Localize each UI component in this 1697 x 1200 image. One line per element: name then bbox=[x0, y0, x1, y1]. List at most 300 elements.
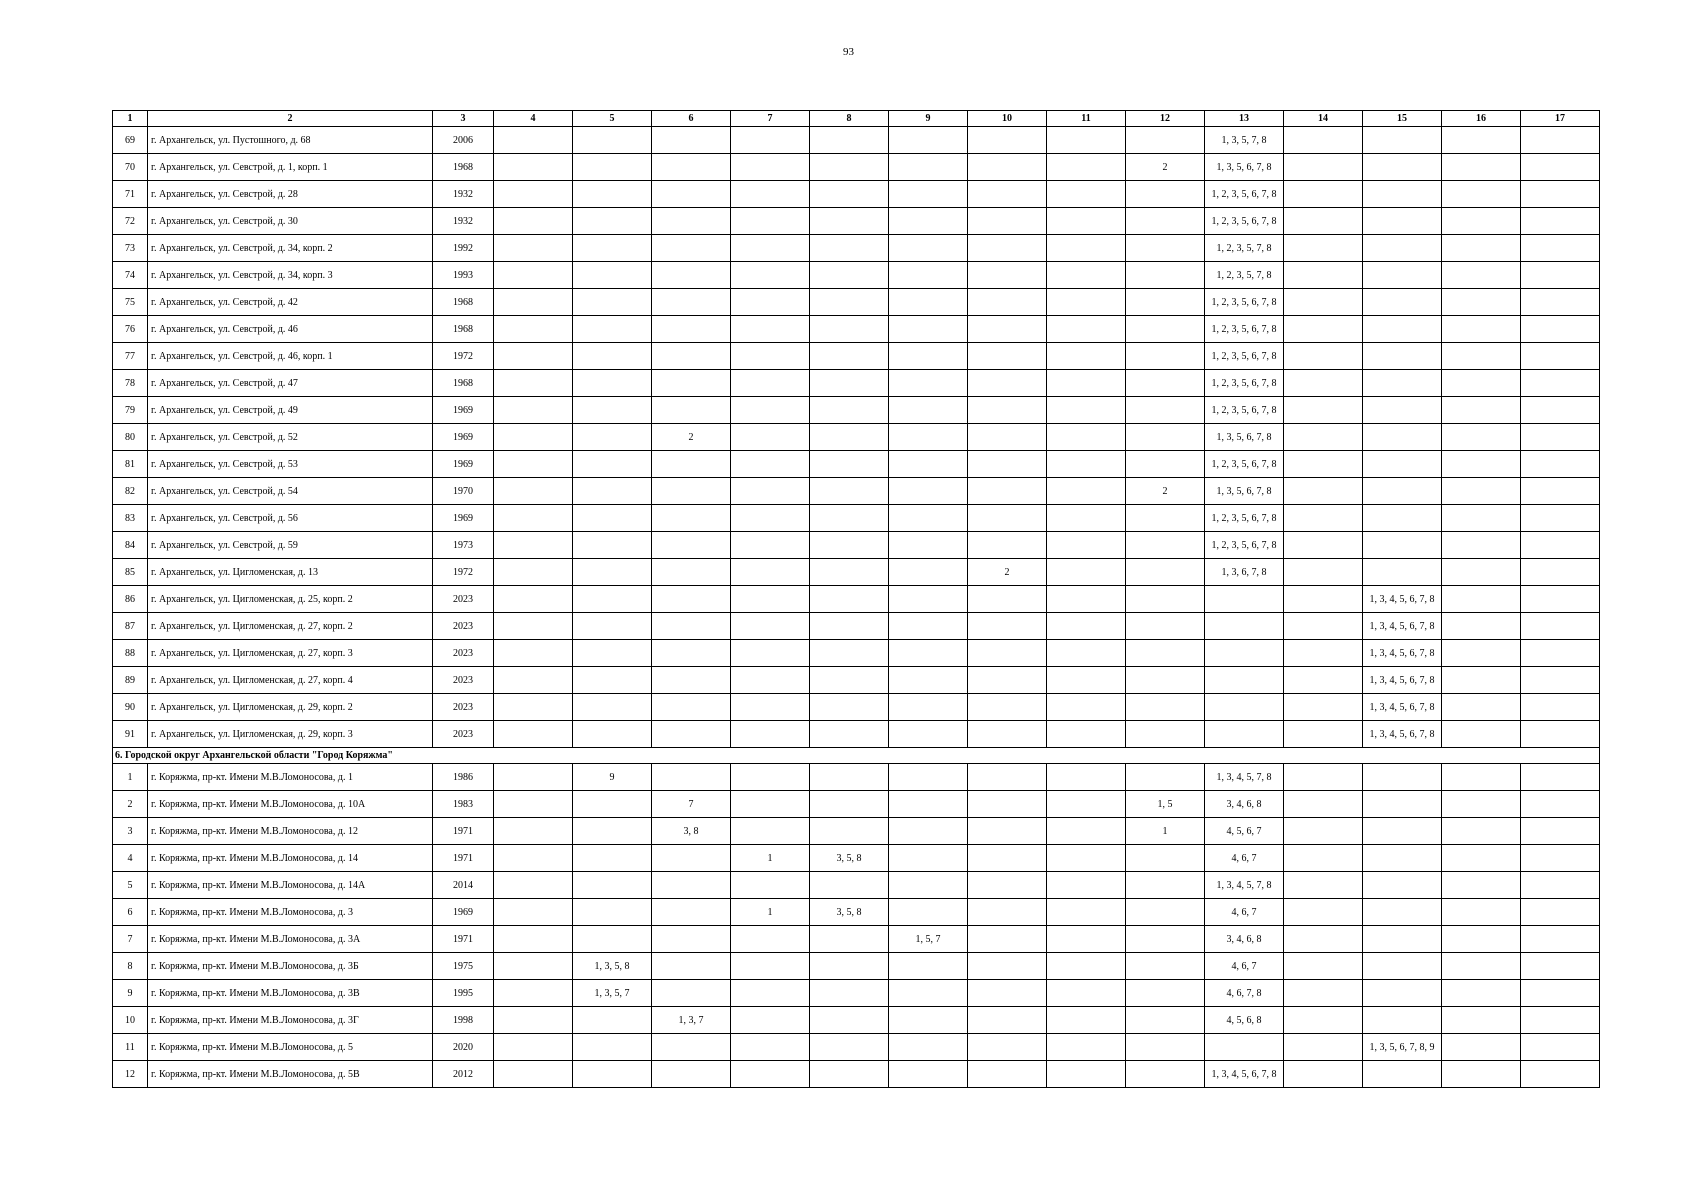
column-11-cell bbox=[1047, 1061, 1126, 1088]
address-cell: г. Архангельск, ул. Севстрой, д. 30 bbox=[148, 208, 433, 235]
column-8-cell bbox=[810, 289, 889, 316]
address-cell: г. Архангельск, ул. Цигломенская, д. 27, корп. 4 bbox=[148, 667, 433, 694]
column-7-cell bbox=[731, 370, 810, 397]
page-number: 93 bbox=[843, 46, 854, 58]
column-6-cell bbox=[652, 451, 731, 478]
address-cell: г. Архангельск, ул. Севстрой, д. 34, корп. 3 bbox=[148, 262, 433, 289]
year-cell: 1969 bbox=[433, 424, 494, 451]
column-9-cell bbox=[889, 791, 968, 818]
column-11-cell bbox=[1047, 208, 1126, 235]
address-cell: г. Архангельск, ул. Севстрой, д. 49 bbox=[148, 397, 433, 424]
column-10-cell bbox=[968, 262, 1047, 289]
column-4-cell bbox=[494, 845, 573, 872]
column-14-cell bbox=[1284, 791, 1363, 818]
column-16-cell bbox=[1442, 791, 1521, 818]
column-5-cell bbox=[573, 451, 652, 478]
column-10-cell bbox=[968, 926, 1047, 953]
column-8-cell bbox=[810, 1007, 889, 1034]
row-number-cell: 85 bbox=[113, 559, 148, 586]
column-8-cell bbox=[810, 127, 889, 154]
column-15-cell bbox=[1363, 262, 1442, 289]
column-5-cell bbox=[573, 181, 652, 208]
column-12-cell bbox=[1126, 926, 1205, 953]
column-6-cell bbox=[652, 721, 731, 748]
column-6-cell bbox=[652, 1061, 731, 1088]
column-5-cell bbox=[573, 586, 652, 613]
column-12-cell bbox=[1126, 872, 1205, 899]
column-9-cell bbox=[889, 1007, 968, 1034]
column-7-cell: 1 bbox=[731, 899, 810, 926]
column-12-cell bbox=[1126, 424, 1205, 451]
column-9-cell: 1, 5, 7 bbox=[889, 926, 968, 953]
column-16-cell bbox=[1442, 872, 1521, 899]
column-14-cell bbox=[1284, 397, 1363, 424]
column-13-cell: 3, 4, 6, 8 bbox=[1205, 791, 1284, 818]
column-17-cell bbox=[1521, 478, 1600, 505]
year-cell: 1971 bbox=[433, 845, 494, 872]
column-4-cell bbox=[494, 316, 573, 343]
column-7-cell bbox=[731, 316, 810, 343]
column-13-cell: 1, 2, 3, 5, 6, 7, 8 bbox=[1205, 316, 1284, 343]
table-row bbox=[113, 370, 1600, 397]
column-13-cell: 4, 5, 6, 8 bbox=[1205, 1007, 1284, 1034]
column-11-cell bbox=[1047, 127, 1126, 154]
column-14-cell bbox=[1284, 818, 1363, 845]
column-9-cell bbox=[889, 478, 968, 505]
column-7-cell bbox=[731, 1007, 810, 1034]
column-7-cell bbox=[731, 872, 810, 899]
column-7-cell bbox=[731, 208, 810, 235]
column-17-cell bbox=[1521, 926, 1600, 953]
column-5-cell bbox=[573, 478, 652, 505]
column-4-cell bbox=[494, 532, 573, 559]
column-7-cell bbox=[731, 926, 810, 953]
column-13-cell: 4, 6, 7 bbox=[1205, 845, 1284, 872]
column-16-cell bbox=[1442, 953, 1521, 980]
column-5-cell bbox=[573, 262, 652, 289]
row-number-cell: 76 bbox=[113, 316, 148, 343]
column-4-cell bbox=[494, 1007, 573, 1034]
column-13-cell: 1, 3, 5, 6, 7, 8 bbox=[1205, 478, 1284, 505]
column-8-cell bbox=[810, 613, 889, 640]
year-cell: 1998 bbox=[433, 1007, 494, 1034]
column-17-cell bbox=[1521, 208, 1600, 235]
column-17-cell bbox=[1521, 953, 1600, 980]
row-number-cell: 74 bbox=[113, 262, 148, 289]
column-10-cell bbox=[968, 208, 1047, 235]
column-8-cell bbox=[810, 818, 889, 845]
column-17-cell bbox=[1521, 845, 1600, 872]
year-cell: 1970 bbox=[433, 478, 494, 505]
column-10-cell bbox=[968, 613, 1047, 640]
column-4-cell bbox=[494, 791, 573, 818]
column-11-cell bbox=[1047, 1007, 1126, 1034]
column-9-cell bbox=[889, 154, 968, 181]
table-row bbox=[113, 694, 1600, 721]
table-row bbox=[113, 505, 1600, 532]
column-13-cell bbox=[1205, 613, 1284, 640]
column-10-cell bbox=[968, 872, 1047, 899]
table-row bbox=[113, 818, 1600, 845]
column-9-cell bbox=[889, 316, 968, 343]
column-9-cell bbox=[889, 980, 968, 1007]
column-5-cell bbox=[573, 1034, 652, 1061]
year-cell: 1975 bbox=[433, 953, 494, 980]
column-10-cell bbox=[968, 1034, 1047, 1061]
column-13-cell: 1, 3, 4, 5, 7, 8 bbox=[1205, 764, 1284, 791]
column-13-cell: 1, 3, 5, 7, 8 bbox=[1205, 127, 1284, 154]
column-17-cell bbox=[1521, 721, 1600, 748]
column-5-cell bbox=[573, 343, 652, 370]
column-10-cell bbox=[968, 343, 1047, 370]
column-7-cell bbox=[731, 694, 810, 721]
address-cell: г. Архангельск, ул. Севстрой, д. 47 bbox=[148, 370, 433, 397]
year-cell: 1972 bbox=[433, 343, 494, 370]
column-6-cell: 3, 8 bbox=[652, 818, 731, 845]
column-4-cell bbox=[494, 926, 573, 953]
column-4-cell bbox=[494, 899, 573, 926]
column-16-cell bbox=[1442, 586, 1521, 613]
column-14-cell bbox=[1284, 613, 1363, 640]
row-number-cell: 84 bbox=[113, 532, 148, 559]
column-10-cell bbox=[968, 1061, 1047, 1088]
column-4-cell bbox=[494, 235, 573, 262]
row-number-cell: 78 bbox=[113, 370, 148, 397]
column-9-cell bbox=[889, 1061, 968, 1088]
column-5-cell bbox=[573, 154, 652, 181]
address-cell: г. Архангельск, ул. Цигломенская, д. 25, корп. 2 bbox=[148, 586, 433, 613]
year-cell: 1971 bbox=[433, 926, 494, 953]
column-6-cell bbox=[652, 872, 731, 899]
column-15-cell bbox=[1363, 1061, 1442, 1088]
column-5-cell bbox=[573, 694, 652, 721]
column-14-cell bbox=[1284, 208, 1363, 235]
column-9-cell bbox=[889, 667, 968, 694]
column-9-cell bbox=[889, 397, 968, 424]
column-6-cell: 7 bbox=[652, 791, 731, 818]
column-12-cell bbox=[1126, 235, 1205, 262]
column-5-cell bbox=[573, 791, 652, 818]
column-8-cell bbox=[810, 424, 889, 451]
row-number-cell: 80 bbox=[113, 424, 148, 451]
column-11-cell bbox=[1047, 791, 1126, 818]
column-7-cell bbox=[731, 640, 810, 667]
column-6-cell bbox=[652, 926, 731, 953]
column-12-cell bbox=[1126, 694, 1205, 721]
column-12-cell bbox=[1126, 953, 1205, 980]
column-4-cell bbox=[494, 1034, 573, 1061]
column-5-cell bbox=[573, 667, 652, 694]
column-6-cell bbox=[652, 289, 731, 316]
column-16-cell bbox=[1442, 343, 1521, 370]
column-4-cell bbox=[494, 370, 573, 397]
table-row bbox=[113, 764, 1600, 791]
column-13-cell bbox=[1205, 721, 1284, 748]
column-7-cell bbox=[731, 667, 810, 694]
column-17-cell bbox=[1521, 451, 1600, 478]
row-number-cell: 6 bbox=[113, 899, 148, 926]
column-6-cell bbox=[652, 316, 731, 343]
table-row bbox=[113, 667, 1600, 694]
column-11-cell bbox=[1047, 262, 1126, 289]
row-number-cell: 86 bbox=[113, 586, 148, 613]
address-cell: г. Архангельск, ул. Севстрой, д. 54 bbox=[148, 478, 433, 505]
column-9-cell bbox=[889, 872, 968, 899]
column-14-cell bbox=[1284, 721, 1363, 748]
year-cell: 1968 bbox=[433, 289, 494, 316]
column-10-cell bbox=[968, 586, 1047, 613]
header-row bbox=[113, 111, 1600, 127]
column-14-cell bbox=[1284, 181, 1363, 208]
column-16-cell bbox=[1442, 1061, 1521, 1088]
column-6-cell bbox=[652, 845, 731, 872]
column-13-cell: 1, 2, 3, 5, 6, 7, 8 bbox=[1205, 208, 1284, 235]
column-15-cell bbox=[1363, 818, 1442, 845]
column-16-cell bbox=[1442, 397, 1521, 424]
column-12-cell bbox=[1126, 370, 1205, 397]
column-7-cell bbox=[731, 505, 810, 532]
column-7-cell bbox=[731, 559, 810, 586]
address-cell: г. Архангельск, ул. Пустошного, д. 68 bbox=[148, 127, 433, 154]
address-cell: г. Коряжма, пр-кт. Имени М.В.Ломоносова, д. 12 bbox=[148, 818, 433, 845]
column-15-cell bbox=[1363, 127, 1442, 154]
table-row bbox=[113, 1034, 1600, 1061]
column-7-cell bbox=[731, 451, 810, 478]
column-17-cell bbox=[1521, 818, 1600, 845]
column-4-cell bbox=[494, 721, 573, 748]
column-16-cell bbox=[1442, 235, 1521, 262]
column-10-cell bbox=[968, 899, 1047, 926]
year-cell: 1968 bbox=[433, 154, 494, 181]
column-16-cell bbox=[1442, 127, 1521, 154]
column-4-cell bbox=[494, 818, 573, 845]
column-16-cell bbox=[1442, 613, 1521, 640]
column-11-cell bbox=[1047, 926, 1126, 953]
column-6-cell bbox=[652, 154, 731, 181]
column-10-cell bbox=[968, 235, 1047, 262]
column-12-cell bbox=[1126, 721, 1205, 748]
column-10-cell bbox=[968, 451, 1047, 478]
column-17-cell bbox=[1521, 127, 1600, 154]
row-number-cell: 79 bbox=[113, 397, 148, 424]
column-7-cell bbox=[731, 127, 810, 154]
column-6-cell bbox=[652, 478, 731, 505]
column-14-cell bbox=[1284, 127, 1363, 154]
address-cell: г. Архангельск, ул. Севстрой, д. 34, корп. 2 bbox=[148, 235, 433, 262]
address-cell: г. Коряжма, пр-кт. Имени М.В.Ломоносова, д. 14А bbox=[148, 872, 433, 899]
column-11-cell bbox=[1047, 845, 1126, 872]
address-cell: г. Архангельск, ул. Севстрой, д. 28 bbox=[148, 181, 433, 208]
column-14-cell bbox=[1284, 1007, 1363, 1034]
column-5-cell bbox=[573, 532, 652, 559]
column-9-cell bbox=[889, 532, 968, 559]
column-6-cell bbox=[652, 370, 731, 397]
column-16-cell bbox=[1442, 559, 1521, 586]
column-16-cell bbox=[1442, 451, 1521, 478]
column-9-cell bbox=[889, 1034, 968, 1061]
column-12-cell bbox=[1126, 208, 1205, 235]
column-17-cell bbox=[1521, 613, 1600, 640]
column-7-cell bbox=[731, 721, 810, 748]
column-9-cell bbox=[889, 370, 968, 397]
column-12-cell bbox=[1126, 586, 1205, 613]
column-10-cell: 2 bbox=[968, 559, 1047, 586]
row-number-cell: 73 bbox=[113, 235, 148, 262]
table-row bbox=[113, 926, 1600, 953]
column-14-cell bbox=[1284, 845, 1363, 872]
column-14-cell bbox=[1284, 343, 1363, 370]
column-12-cell bbox=[1126, 262, 1205, 289]
column-header-16: 16 bbox=[1442, 111, 1521, 127]
row-number-cell: 8 bbox=[113, 953, 148, 980]
column-10-cell bbox=[968, 791, 1047, 818]
column-8-cell bbox=[810, 370, 889, 397]
column-16-cell bbox=[1442, 478, 1521, 505]
column-16-cell bbox=[1442, 640, 1521, 667]
column-12-cell bbox=[1126, 613, 1205, 640]
column-10-cell bbox=[968, 154, 1047, 181]
column-13-cell: 3, 4, 6, 8 bbox=[1205, 926, 1284, 953]
column-16-cell bbox=[1442, 505, 1521, 532]
address-cell: г. Коряжма, пр-кт. Имени М.В.Ломоносова, д. 5В bbox=[148, 1061, 433, 1088]
address-cell: г. Коряжма, пр-кт. Имени М.В.Ломоносова, д. 3А bbox=[148, 926, 433, 953]
column-header-9: 9 bbox=[889, 111, 968, 127]
column-15-cell bbox=[1363, 559, 1442, 586]
column-8-cell bbox=[810, 721, 889, 748]
column-4-cell bbox=[494, 181, 573, 208]
column-7-cell bbox=[731, 953, 810, 980]
column-14-cell bbox=[1284, 872, 1363, 899]
table-row bbox=[113, 559, 1600, 586]
row-number-cell: 91 bbox=[113, 721, 148, 748]
column-15-cell bbox=[1363, 370, 1442, 397]
column-5-cell bbox=[573, 818, 652, 845]
column-header-1: 1 bbox=[113, 111, 148, 127]
column-9-cell bbox=[889, 613, 968, 640]
address-cell: г. Архангельск, ул. Севстрой, д. 42 bbox=[148, 289, 433, 316]
column-5-cell bbox=[573, 127, 652, 154]
column-13-cell: 1, 2, 3, 5, 6, 7, 8 bbox=[1205, 451, 1284, 478]
column-15-cell bbox=[1363, 316, 1442, 343]
column-17-cell bbox=[1521, 181, 1600, 208]
year-cell: 2020 bbox=[433, 1034, 494, 1061]
column-header-2: 2 bbox=[148, 111, 433, 127]
column-header-6: 6 bbox=[652, 111, 731, 127]
column-17-cell bbox=[1521, 640, 1600, 667]
column-17-cell bbox=[1521, 505, 1600, 532]
column-7-cell bbox=[731, 613, 810, 640]
column-6-cell bbox=[652, 181, 731, 208]
column-14-cell bbox=[1284, 154, 1363, 181]
row-number-cell: 71 bbox=[113, 181, 148, 208]
column-12-cell bbox=[1126, 181, 1205, 208]
column-11-cell bbox=[1047, 980, 1126, 1007]
column-12-cell bbox=[1126, 1007, 1205, 1034]
column-12-cell bbox=[1126, 397, 1205, 424]
column-7-cell bbox=[731, 181, 810, 208]
column-8-cell bbox=[810, 559, 889, 586]
column-14-cell bbox=[1284, 586, 1363, 613]
address-cell: г. Архангельск, ул. Севстрой, д. 52 bbox=[148, 424, 433, 451]
column-8-cell bbox=[810, 505, 889, 532]
column-17-cell bbox=[1521, 899, 1600, 926]
column-11-cell bbox=[1047, 872, 1126, 899]
column-11-cell bbox=[1047, 343, 1126, 370]
column-15-cell bbox=[1363, 505, 1442, 532]
column-8-cell bbox=[810, 926, 889, 953]
year-cell: 1992 bbox=[433, 235, 494, 262]
table-row bbox=[113, 845, 1600, 872]
year-cell: 2012 bbox=[433, 1061, 494, 1088]
year-cell: 2006 bbox=[433, 127, 494, 154]
column-12-cell: 2 bbox=[1126, 478, 1205, 505]
address-cell: г. Коряжма, пр-кт. Имени М.В.Ломоносова, д. 14 bbox=[148, 845, 433, 872]
column-16-cell bbox=[1442, 154, 1521, 181]
column-8-cell bbox=[810, 694, 889, 721]
column-13-cell: 1, 2, 3, 5, 7, 8 bbox=[1205, 235, 1284, 262]
table-row bbox=[113, 316, 1600, 343]
column-9-cell bbox=[889, 899, 968, 926]
column-4-cell bbox=[494, 397, 573, 424]
column-7-cell bbox=[731, 1034, 810, 1061]
year-cell: 1972 bbox=[433, 559, 494, 586]
address-cell: г. Архангельск, ул. Цигломенская, д. 13 bbox=[148, 559, 433, 586]
column-15-cell bbox=[1363, 451, 1442, 478]
column-15-cell: 1, 3, 4, 5, 6, 7, 8 bbox=[1363, 613, 1442, 640]
address-cell: г. Коряжма, пр-кт. Имени М.В.Ломоносова, д. 3Г bbox=[148, 1007, 433, 1034]
column-11-cell bbox=[1047, 154, 1126, 181]
table-row bbox=[113, 181, 1600, 208]
column-16-cell bbox=[1442, 899, 1521, 926]
column-13-cell: 4, 6, 7 bbox=[1205, 899, 1284, 926]
column-header-11: 11 bbox=[1047, 111, 1126, 127]
table-row bbox=[113, 451, 1600, 478]
column-8-cell bbox=[810, 1034, 889, 1061]
row-number-cell: 77 bbox=[113, 343, 148, 370]
row-number-cell: 5 bbox=[113, 872, 148, 899]
column-10-cell bbox=[968, 397, 1047, 424]
table-row bbox=[113, 343, 1600, 370]
column-13-cell: 1, 3, 4, 5, 6, 7, 8 bbox=[1205, 1061, 1284, 1088]
row-number-cell: 11 bbox=[113, 1034, 148, 1061]
column-7-cell bbox=[731, 154, 810, 181]
row-number-cell: 90 bbox=[113, 694, 148, 721]
column-6-cell bbox=[652, 1034, 731, 1061]
column-17-cell bbox=[1521, 235, 1600, 262]
column-7-cell bbox=[731, 980, 810, 1007]
column-15-cell bbox=[1363, 181, 1442, 208]
column-16-cell bbox=[1442, 370, 1521, 397]
column-8-cell bbox=[810, 343, 889, 370]
column-4-cell bbox=[494, 640, 573, 667]
column-6-cell bbox=[652, 694, 731, 721]
column-16-cell bbox=[1442, 764, 1521, 791]
column-5-cell bbox=[573, 899, 652, 926]
column-15-cell bbox=[1363, 1007, 1442, 1034]
column-15-cell bbox=[1363, 953, 1442, 980]
year-cell: 1983 bbox=[433, 791, 494, 818]
column-6-cell bbox=[652, 532, 731, 559]
column-13-cell bbox=[1205, 586, 1284, 613]
table-row bbox=[113, 235, 1600, 262]
column-5-cell bbox=[573, 1007, 652, 1034]
column-6-cell bbox=[652, 235, 731, 262]
table-row bbox=[113, 397, 1600, 424]
column-12-cell bbox=[1126, 764, 1205, 791]
column-11-cell bbox=[1047, 235, 1126, 262]
year-cell: 1932 bbox=[433, 208, 494, 235]
column-5-cell bbox=[573, 613, 652, 640]
